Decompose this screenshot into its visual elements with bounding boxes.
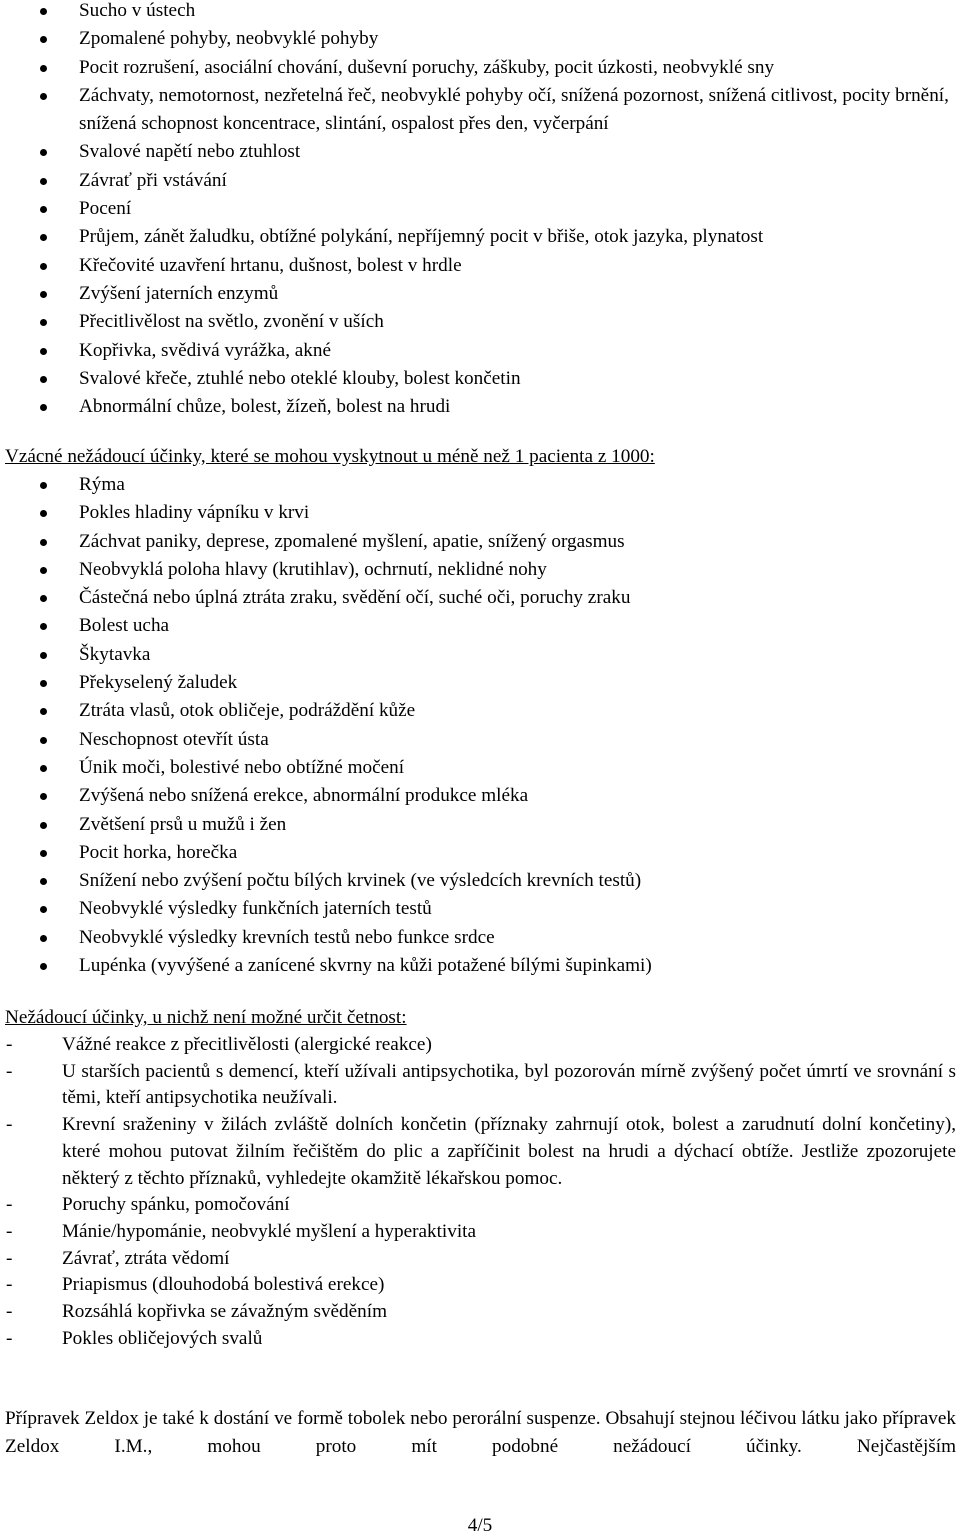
list-item: Ztráta vlasů, otok obličeje, podráždění kůže xyxy=(0,697,960,725)
dash-marker: - xyxy=(6,1114,13,1136)
list-item: Závrať při vstávání xyxy=(0,167,960,195)
dash-marker: - xyxy=(6,1060,13,1082)
list-item: Částečná nebo úplná ztráta zraku, svědění očí, suché oči, poruchy zraku xyxy=(0,584,960,612)
list-item: Lupénka (vyvýšené a zanícené skvrny na kůži potažené bílými šupinkami) xyxy=(0,952,960,980)
list-item: Sucho v ústech xyxy=(0,0,960,25)
list-item-text: Poruchy spánku, pomočování xyxy=(62,1194,290,1216)
list-item: Přecitlivělost na světlo, zvonění v uších xyxy=(0,308,960,336)
dash-marker: - xyxy=(6,1301,13,1323)
list-item: Kopřivka, svědivá vyrážka, akné xyxy=(0,337,960,365)
list-item: Záchvaty, nemotornost, nezřetelná řeč, neobvyklé pohyby očí, snížená pozornost, snížená citlivost, pocity brnění, snížená schopnost koncentrace, slintání, ospalost přes den, vyčerpání xyxy=(0,82,960,139)
list-item-text: Krevní sraženiny v žilách zvláště dolních končetin (příznaky zahrnují otok, bolest a zarudnutí dolní končetiny), které mohou putovat žilním řečištěm do plic a zapříčinit bolest na hrudi a dýchací obtíže. Jestliže zpozorujete některý z těchto příznaků, vyhledejte okamžitě lékařskou pomoc. xyxy=(62,1114,956,1189)
list-item: Pokles hladiny vápníku v krvi xyxy=(0,499,960,527)
dash-marker: - xyxy=(6,1327,13,1349)
list-item: Škytavka xyxy=(0,641,960,669)
list-item: Bolest ucha xyxy=(0,612,960,640)
list-item: Rýma xyxy=(0,471,960,499)
list-item: Zvětšení prsů u mužů i žen xyxy=(0,811,960,839)
dash-marker: - xyxy=(6,1274,13,1296)
list-item-text: Pokles obličejových svalů xyxy=(62,1327,263,1349)
list-item: Abnormální chůze, bolest, žízeň, bolest na hrudi xyxy=(0,393,960,421)
closing-paragraph: Přípravek Zeldox je také k dostání ve formě tobolek nebo perorální suspenze. Obsahují stejnou léčivou látku jako přípravek Zeldox I.M., mohou proto mít podobné nežádoucí účinky. Nejčastějším xyxy=(5,1408,956,1457)
common-effects-list xyxy=(0,0,960,421)
list-item: Neschopnost otevřít ústa xyxy=(0,726,960,754)
list-item: Neobvyklé výsledky krevních testů nebo funkce srdce xyxy=(0,924,960,952)
rare-effects-heading: Vzácné nežádoucí účinky, které se mohou vyskytnout u méně než 1 pacienta z 1000: xyxy=(5,446,655,467)
list-item: Svalové křeče, ztuhlé nebo oteklé klouby, bolest končetin xyxy=(0,365,960,393)
list-item xyxy=(0,1059,960,1112)
list-item: Neobvyklé výsledky funkčních jaterních testů xyxy=(0,895,960,923)
list-item-text: Priapismus (dlouhodobá bolestivá erekce) xyxy=(62,1274,385,1296)
list-item: Svalové napětí nebo ztuhlost xyxy=(0,138,960,166)
dash-marker: - xyxy=(6,1220,13,1242)
list-item xyxy=(0,1192,960,1219)
list-item xyxy=(0,1219,960,1246)
unknown-frequency-heading: Nežádoucí účinky, u nichž není možné určit četnost: xyxy=(5,1007,407,1028)
rare-effects-list xyxy=(0,471,960,980)
dash-marker: - xyxy=(6,1034,13,1055)
list-item xyxy=(0,1326,960,1353)
list-item: Zvýšená nebo snížená erekce, abnormální produkce mléka xyxy=(0,782,960,810)
list-item: Snížení nebo zvýšení počtu bílých krvinek (ve výsledcích krevních testů) xyxy=(0,867,960,895)
list-item: Pocit horka, horečka xyxy=(0,839,960,867)
dash-marker: - xyxy=(6,1247,13,1269)
list-item: Pocení xyxy=(0,195,960,223)
dash-marker: - xyxy=(6,1194,13,1216)
list-item xyxy=(0,1299,960,1326)
list-item: Únik moči, bolestivé nebo obtížné močení xyxy=(0,754,960,782)
list-item-text: Vážné reakce z přecitlivělosti (alergické reakce) xyxy=(62,1034,432,1055)
list-item-text: U starších pacientů s demencí, kteří užívali antipsychotika, byl pozorován mírně zvýšený počet úmrtí ve srovnání s těmi, kteří antipsychotika neužívali. xyxy=(62,1060,956,1109)
list-item: Překyselený žaludek xyxy=(0,669,960,697)
list-item: Zvýšení jaterních enzymů xyxy=(0,280,960,308)
list-item-text: Závrať, ztráta vědomí xyxy=(62,1247,230,1269)
list-item: Záchvat paniky, deprese, zpomalené myšlení, apatie, snížený orgasmus xyxy=(0,528,960,556)
unknown-frequency-list xyxy=(0,1032,960,1352)
list-item xyxy=(0,1112,960,1192)
list-item xyxy=(0,1032,960,1059)
list-item: Průjem, zánět žaludku, obtížné polykání, nepříjemný pocit v břiše, otok jazyka, plynatost xyxy=(0,223,960,251)
list-item-text: Rozsáhlá kopřivka se závažným svěděním xyxy=(62,1301,388,1323)
list-item: Křečovité uzavření hrtanu, dušnost, bolest v hrdle xyxy=(0,252,960,280)
list-item: Neobvyklá poloha hlavy (krutihlav), ochrnutí, neklidné nohy xyxy=(0,556,960,584)
list-item xyxy=(0,1272,960,1299)
list-item: Zpomalené pohyby, neobvyklé pohyby xyxy=(0,25,960,53)
page-number: 4/5 xyxy=(467,1515,493,1536)
list-item xyxy=(0,1246,960,1273)
list-item-text: Mánie/hypománie, neobvyklé myšlení a hyperaktivita xyxy=(62,1220,477,1242)
list-item: Pocit rozrušení, asociální chování, duševní poruchy, záškuby, pocit úzkosti, neobvyklé sny xyxy=(0,54,960,82)
